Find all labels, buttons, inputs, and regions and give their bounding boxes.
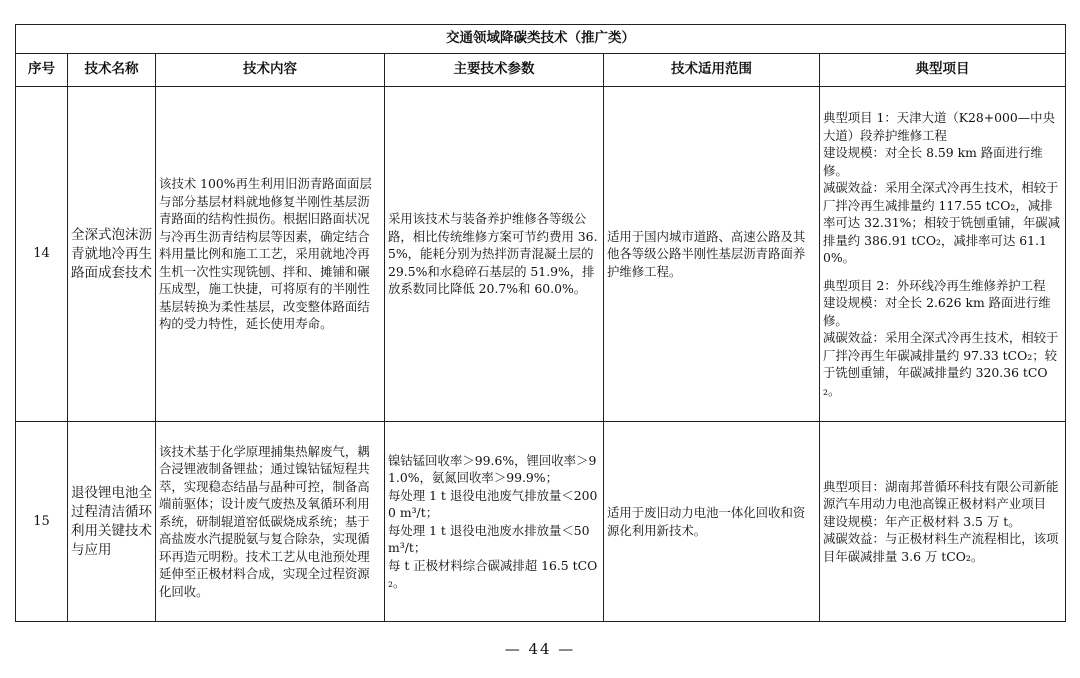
page-number: — 44 — (504, 640, 576, 658)
table-header-row (16, 54, 1066, 87)
table-title: 交通领域降碳类技术（推广类） (16, 25, 1066, 54)
project-line: 典型项目 2：外环线冷再生维修养护工程 (823, 277, 1046, 293)
project-line: 典型项目 1：天津大道（K28+000—中央大道）段养护维修工程 (823, 110, 1055, 143)
tech-content: 该技术 100%再生利用旧沥青路面面层与部分基层材料就地修复半刚性基层沥青路面的结构性损伤。根据旧路面状况与冷再生沥青结构层等因素，确定结合料用量比例和施工工艺，采用就地冷再生机一次性实现铣刨、拌和、摊铺和碾压成型，施工快捷，可将原有的半刚性基层转换为柔性基层，改变整体路面结构的受力特性，延长使用寿命。 (156, 87, 385, 422)
header-scope: 技术适用范围 (604, 54, 820, 87)
tech-params: 采用该技术与装备养护维修各等级公路，相比传统维修方案可节约费用 36.5%，能耗分别为热拌沥青混凝土层的 29.5%和水稳碎石基层的 51.9%，排放系数同比降低 20.7%和 60.0%。 (385, 87, 604, 422)
project-line: 减碳效益：与正极材料生产流程相比，该项目年碳减排量 3.6 万 tCO₂。 (823, 531, 1059, 564)
project-line: 建设规模：对全长 8.59 km 路面进行维修。 (823, 145, 1043, 178)
project-line: 减碳效益：采用全深式冷再生技术，相较于厂拌冷再生减排量约 117.55 tCO₂，减排率可达 32.31%；相较于铣刨重铺，年碳减排量约 386.91 tCO₂，减排率可达 61.10%。 (823, 180, 1061, 265)
project-line: 建设规模：年产正极材料 3.5 万 t。 (823, 513, 1021, 529)
header-no: 序号 (16, 54, 68, 87)
technology-table (15, 24, 1066, 622)
param-line: 每处理 1 t 退役电池废气排放量＜2000 m³/t； (388, 487, 598, 520)
tech-content: 该技术基于化学原理捕集热解废气，耦合浸锂液制备锂盐；通过镍钴锰短程共萃，实现稳态结晶与晶种可控，制备高端前驱体；设计废气废热及氧循环利用系统，研制辊道窑低碳烧成系统；基于高盐废水汽提脱氨与复合除杂，实现循环再造元明粉。技术工艺从电池预处理延伸至正极材料合成，实现全过程资源化回收。 (156, 422, 385, 622)
param-line: 镍钴锰回收率＞99.6%，锂回收率＞91.0%，氨氮回收率＞99.9%； (388, 452, 597, 485)
tech-scope: 适用于废旧动力电池一体化回收和资源化利用新技术。 (604, 422, 820, 622)
row-number: 15 (16, 422, 68, 622)
header-content: 技术内容 (156, 54, 385, 87)
tech-name: 退役锂电池全过程清洁循环利用关键技术与应用 (68, 422, 156, 622)
param-line: 每处理 1 t 退役电池废水排放量＜50 m³/t； (388, 522, 590, 555)
param-line: 每 t 正极材料综合碳减排超 16.5 tCO₂。 (388, 557, 598, 590)
tech-name: 全深式泡沫沥青就地冷再生路面成套技术 (68, 87, 156, 422)
row-number: 14 (16, 87, 68, 422)
typical-projects (820, 87, 1066, 422)
tech-params (385, 422, 604, 622)
project-line: 典型项目：湖南邦普循环科技有限公司新能源汽车用动力电池高镍正极材料产业项目 (823, 478, 1059, 512)
header-params: 主要技术参数 (385, 54, 604, 87)
table-row (16, 422, 1066, 622)
project-line: 减碳效益：采用全深式冷再生技术，相较于厂拌冷再生年碳减排量约 97.33 tCO₂；较于铣刨重铺，年碳减排量约 320.36 tCO₂。 (823, 330, 1059, 398)
table-title-row (16, 25, 1066, 54)
header-projects: 典型项目 (820, 54, 1066, 87)
project-line: 建设规模：对全长 2.626 km 路面进行维修。 (823, 295, 1051, 328)
tech-scope: 适用于国内城市道路、高速公路及其他各等级公路半刚性基层沥青路面养护维修工程。 (604, 87, 820, 422)
header-name: 技术名称 (68, 54, 156, 87)
table-row (16, 87, 1066, 422)
paragraph-gap (823, 267, 1062, 277)
typical-projects (820, 422, 1066, 622)
